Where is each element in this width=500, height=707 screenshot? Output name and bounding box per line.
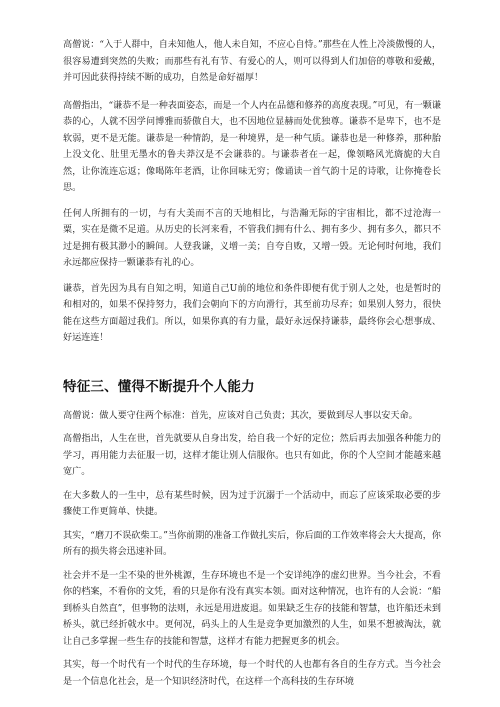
paragraph: 其实，每一个时代有一个时代的生存环境，每一个时代的人也都有各自的生存方式。当今社会是一个信息化社会，是一个知识经济时代，在这样一个高科技的生存环境 [63,660,441,687]
paragraph: 高僧说：做人要守住两个标准：首先，应该对自己负责；其次，要做到尽人事以安天命。 [63,410,418,421]
paragraph: 高僧指出，人生在世，首先就要从自身出发，给自我一个好的定位；然后再去加强各种能力的学习，再用能力去征服一切，这样才能让别人信服你。也只有如此，你的个人空间才能越来越宽广。 [63,434,441,477]
paragraph: 谦恭，首先因为具有自知之明，知道自己U前的地位和条件即便有优于别人之处，也是暂时的和相对的，如果不保持努力，我们会朝向下的方向滑行，其至前功尽弃；如果别人努力，很快能在这些方面超过我们。所以，如果你真的有力量，最好永远保持谦恭，最终你会心想事成、好运连连！ [63,283,441,343]
paragraph: 在大多数人的一生中，总有某些时候，因为过于沉溺于一个活动中，而忘了应该采取必要的步骤使工作更简单、快捷。 [63,490,441,517]
document-body [63,37,441,690]
paragraph: 其实，“磨刀不误砍柴工。”当你前期的准备工作做扎实后，你后面的工作效率将会大大提高，你所有的损失将会迅速补回。 [63,530,441,557]
paragraph: 高僧说：“入于人群中，自未知他人，他人未自知，不应心自恃。”那些在人性上冷淡傲慢的人，很容易遭到突然的失败；而那些有礼有节、有爱心的人，则可以得到人们加倍的尊敬和爱戴，并可因此获得持续不断的成功，自然是命好福厚！ [63,40,441,83]
paragraph: 高僧指出，“谦恭不是一种表面姿态，而是一个人内在品德和修养的高度表现。”可见，有一颗谦恭的心，人就不因学问博雅而骄傲自大，也不因地位显赫而处优独尊。谦恭不是卑下，也不是软弱，更不是无能。谦恭是一种情韵，是一种境界，是一种气质。谦恭也是一种修养，那种胎上没文化、肚里无墨水的鲁夫莽汉是不会谦恭的。与谦恭者在一起，像领略风光旖旎的大自然，让你流连忘返；像喝陈年老酒，让你回味无穷；像诵读一首气韵十足的诗歌，让你掩卷长思。 [63,100,441,193]
paragraph: 任何人所拥有的一切，与有大美而不言的天地相比，与浩瀚无际的宇宙相比，都不过沧海一粟，实在是微不足道。从历史的长河来看，不管我们拥有什么、拥有多少、拥有多久，都只不过是拥有极其渺小的瞬间。人登我谦，义增一美；自夸自败，又增一毁。无论何时何地，我们永远都应保持一颗谦恭有礼的心。 [63,208,441,268]
paragraph: 社会并不是一尘不染的世外桃源，生存环境也不是一个安详纯净的虚幻世界。当今社会，不看你的档案，不看你的文凭，看的只是你有没有真实本领。面对这种情况，也许有的人会说：“船到桥头自然直”，但事物的法则，永远是用进废退。如果缺乏生存的技能和智慧，也许船还未到桥头，就已经折戟水中。更何况，码头上的人生是竞争更加激烈的人生，如果不想被淘汰，就让自己多掌握一些生存的技能和智慧，这样才有能力把握更多的机会。 [63,570,441,647]
section-heading: 特征三、懂得不断提升个人能力 [63,378,255,395]
